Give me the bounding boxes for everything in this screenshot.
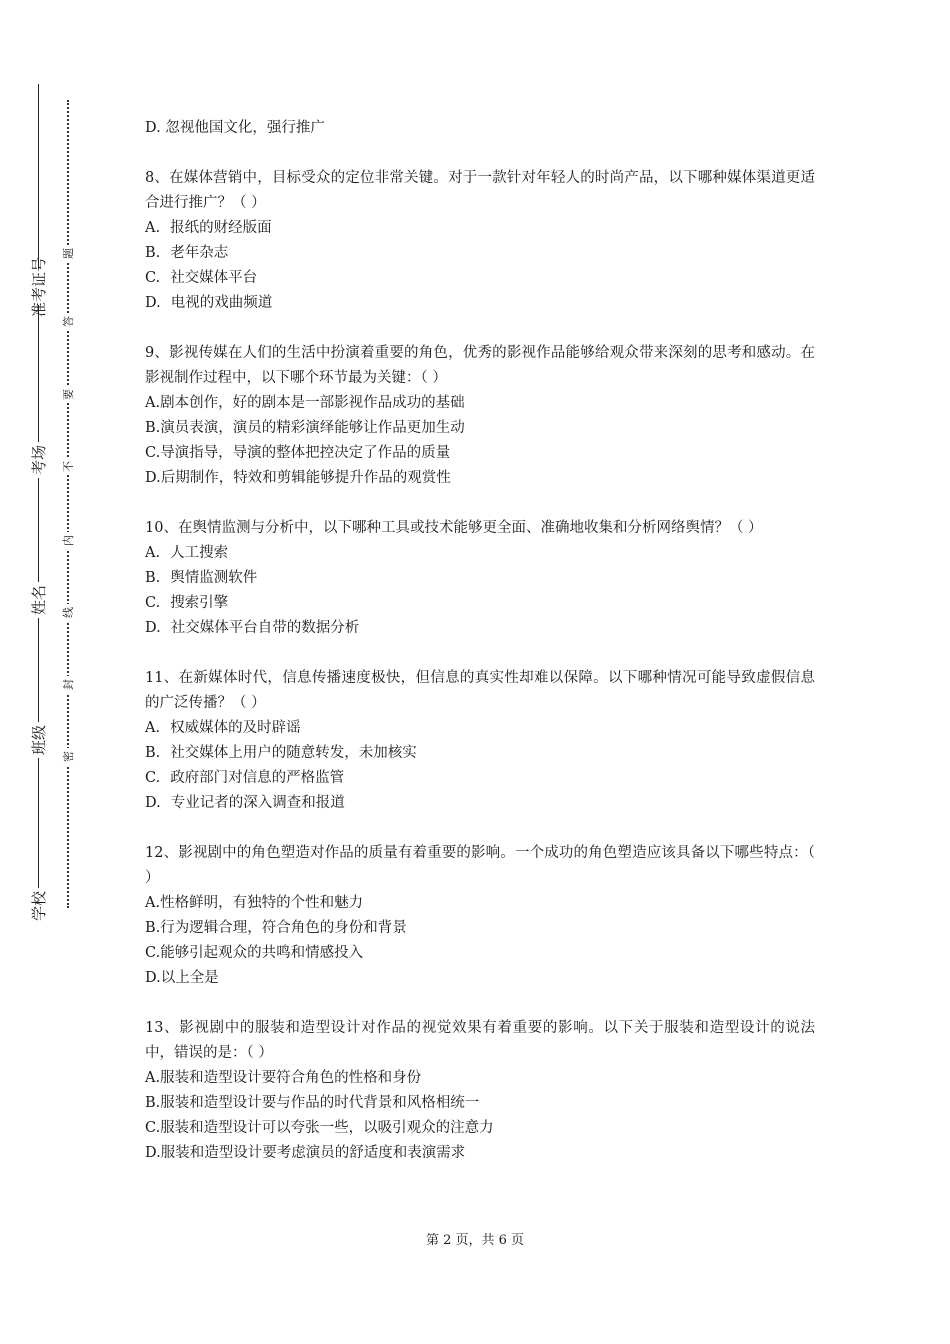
option-d: D. 忽视他国文化，强行推广 bbox=[145, 120, 325, 136]
option-text: 能够引起观众的共鸣和情感投入 bbox=[160, 945, 364, 961]
question-12 bbox=[145, 841, 815, 991]
option-letter: B. bbox=[145, 570, 161, 586]
exam-id-label: 准考证号 bbox=[16, 269, 60, 305]
option-d bbox=[145, 966, 815, 991]
option-letter: C. bbox=[145, 445, 161, 461]
option-b bbox=[145, 1091, 815, 1116]
option-a bbox=[145, 541, 815, 566]
option-text: 老年杂志 bbox=[170, 245, 229, 261]
question-list bbox=[145, 116, 815, 1191]
seal-char: 密 bbox=[59, 748, 76, 765]
option-letter: B. bbox=[145, 245, 161, 261]
option-text: 搜索引擎 bbox=[170, 595, 229, 611]
seal-char: 要 bbox=[59, 386, 76, 403]
option-letter: C. bbox=[145, 770, 161, 786]
seal-char: 题 bbox=[59, 245, 76, 262]
option-d bbox=[145, 791, 815, 816]
question-9 bbox=[145, 341, 815, 491]
option-letter: A. bbox=[145, 395, 161, 411]
option-letter: D. bbox=[145, 470, 161, 486]
question-stem: 11、在新媒体时代，信息传播速度极快，但信息的真实性却难以保障。以下哪种情况可能导致虚假信息的广泛传播？（ ） bbox=[145, 670, 815, 711]
option-text: 政府部门对信息的严格监管 bbox=[170, 770, 345, 786]
option-d bbox=[145, 466, 815, 491]
option-b bbox=[145, 416, 815, 441]
option-text: 服装和造型设计要符合角色的性格和身份 bbox=[160, 1070, 422, 1086]
option-text: 演员表演，演员的精彩演绎能够让作品更加生动 bbox=[160, 420, 465, 436]
option-letter: D. bbox=[145, 1145, 161, 1161]
option-letter: D. bbox=[145, 295, 161, 311]
option-c bbox=[145, 591, 815, 616]
option-text: 剧本创作，好的剧本是一部影视作品成功的基础 bbox=[160, 395, 465, 411]
option-text: 权威媒体的及时辟谣 bbox=[170, 720, 301, 736]
question-stem: 8、在媒体营销中，目标受众的定位非常关键。对于一款针对年轻人的时尚产品，以下哪种媒体渠道更适合进行推广？（ ） bbox=[145, 170, 815, 211]
option-letter: C. bbox=[145, 595, 161, 611]
page-number: 第 2 页，共 6 页 bbox=[425, 1233, 525, 1248]
option-letter: D. bbox=[145, 795, 161, 811]
option-text: 专业记者的深入调查和报道 bbox=[170, 795, 345, 811]
option-c bbox=[145, 1116, 815, 1141]
question-13 bbox=[145, 1016, 815, 1166]
option-c bbox=[145, 941, 815, 966]
option-d bbox=[145, 1141, 815, 1166]
option-text: 服装和造型设计要与作品的时代背景和风格相统一 bbox=[160, 1095, 480, 1111]
class-label: 班级 bbox=[16, 722, 60, 758]
option-text: 服装和造型设计要考虑演员的舒适度和表演需求 bbox=[160, 1145, 466, 1161]
option-text: 性格鲜明，有独特的个性和魅力 bbox=[160, 895, 364, 911]
option-letter: A. bbox=[145, 1070, 161, 1086]
option-text: 电视的戏曲频道 bbox=[170, 295, 273, 311]
option-text: 社交媒体上用户的随意转发，未加核实 bbox=[170, 745, 417, 761]
option-a bbox=[145, 716, 815, 741]
option-b bbox=[145, 566, 815, 591]
name-label: 姓名 bbox=[16, 582, 60, 618]
option-letter: B. bbox=[145, 745, 161, 761]
option-letter: A. bbox=[145, 720, 161, 736]
option-letter: A. bbox=[145, 545, 161, 561]
seal-char: 答 bbox=[59, 313, 76, 330]
option-letter: A. bbox=[145, 220, 161, 236]
option-text: 导演指导，导演的整体把控决定了作品的质量 bbox=[160, 445, 451, 461]
option-letter: B. bbox=[145, 1095, 161, 1111]
option-a bbox=[145, 1066, 815, 1091]
option-text: 服装和造型设计可以夸张一些，以吸引观众的注意力 bbox=[160, 1120, 494, 1136]
exam-room-label: 考场 bbox=[16, 442, 60, 478]
option-d bbox=[145, 616, 815, 641]
option-text: 社交媒体平台自带的数据分析 bbox=[170, 620, 360, 636]
option-a bbox=[145, 391, 815, 416]
option-letter: A. bbox=[145, 895, 161, 911]
question-8 bbox=[145, 166, 815, 316]
option-text: 行为逻辑合理，符合角色的身份和背景 bbox=[160, 920, 407, 936]
seal-char: 不 bbox=[59, 458, 76, 475]
option-letter: D. bbox=[145, 620, 161, 636]
option-text: 以上全是 bbox=[160, 970, 219, 986]
question-stem: 13、影视剧中的服装和造型设计对作品的视觉效果有着重要的影响。以下关于服装和造型设计的说法中，错误的是：（ ） bbox=[145, 1020, 815, 1061]
question-stem: 12、影视剧中的角色塑造对作品的质量有着重要的影响。一个成功的角色塑造应该具备以下哪些特点：（ ） bbox=[145, 845, 815, 886]
option-c bbox=[145, 266, 815, 291]
option-b bbox=[145, 741, 815, 766]
option-text: 社交媒体平台 bbox=[170, 270, 258, 286]
option-text: 舆情监测软件 bbox=[170, 570, 258, 586]
question-11 bbox=[145, 666, 815, 816]
seal-char: 封 bbox=[59, 676, 76, 693]
option-letter: C. bbox=[145, 270, 161, 286]
binding-line bbox=[38, 84, 39, 910]
option-letter: D. bbox=[145, 970, 161, 986]
option-text: 报纸的财经版面 bbox=[170, 220, 272, 236]
option-b bbox=[145, 916, 815, 941]
seal-char: 内 bbox=[59, 532, 76, 549]
question-stem: 10、在舆情监测与分析中，以下哪种工具或技术能够更全面、准确地收集和分析网络舆情？（ ） bbox=[145, 520, 763, 536]
option-c bbox=[145, 766, 815, 791]
school-label: 学校 bbox=[16, 888, 60, 924]
seal-char: 线 bbox=[59, 604, 76, 621]
option-letter: B. bbox=[145, 920, 161, 936]
option-a bbox=[145, 891, 815, 916]
option-text: 后期制作，特效和剪辑能够提升作品的观赏性 bbox=[160, 470, 451, 486]
option-b bbox=[145, 241, 815, 266]
option-c bbox=[145, 441, 815, 466]
option-a bbox=[145, 216, 815, 241]
option-letter: C. bbox=[145, 1120, 161, 1136]
question-carryover bbox=[145, 116, 815, 141]
question-10 bbox=[145, 516, 815, 641]
option-text: 人工搜索 bbox=[170, 545, 229, 561]
seal-dotted-line bbox=[67, 100, 69, 908]
option-d bbox=[145, 291, 815, 316]
option-letter: B. bbox=[145, 420, 161, 436]
question-stem: 9、影视传媒在人们的生活中扮演着重要的角色，优秀的影视作品能够给观众带来深刻的思考和感动。在影视制作过程中，以下哪个环节最为关键：（ ） bbox=[145, 345, 815, 386]
option-letter: C. bbox=[145, 945, 161, 961]
